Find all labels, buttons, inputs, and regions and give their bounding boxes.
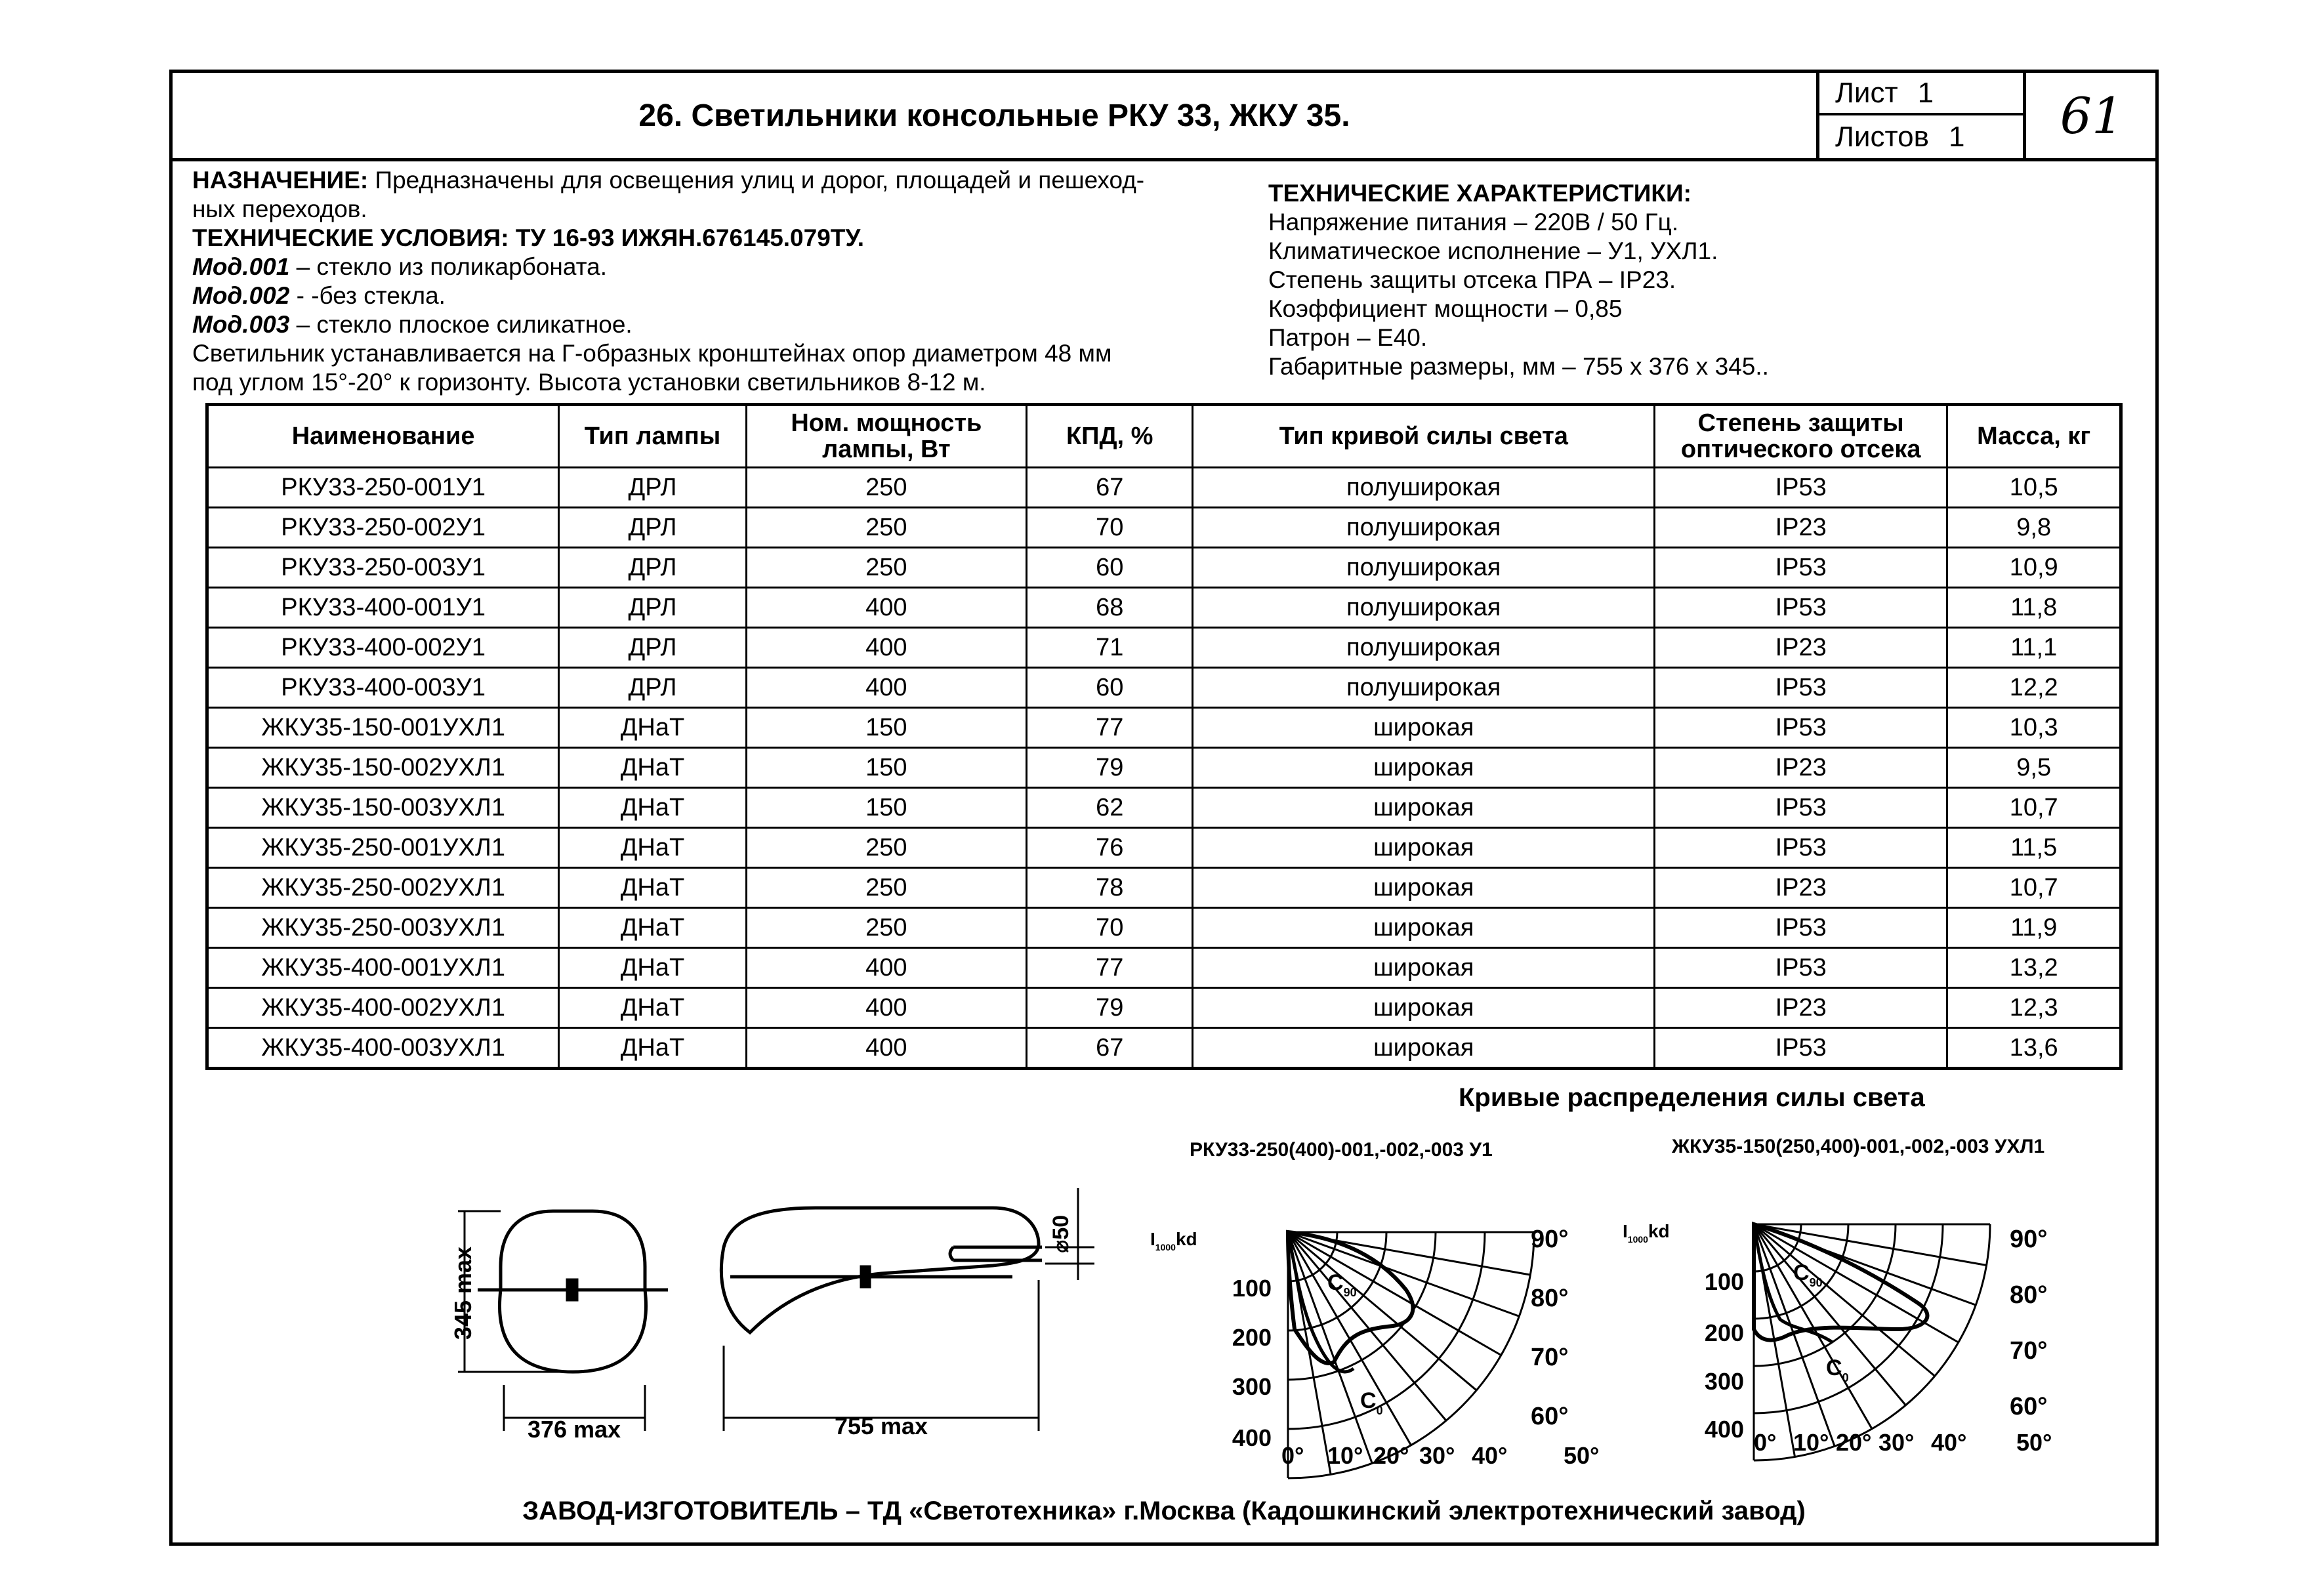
mod3-line [192,310,1406,339]
cell-power: 400 [746,668,1026,708]
table-header-row [207,405,2121,468]
table-row [207,948,2121,988]
cell-lamp: ДРЛ [559,588,747,628]
cell-efficiency: 79 [1026,748,1192,788]
cell-mass: 9,5 [1947,748,2121,788]
table-row [207,668,2121,708]
angle-label: 50° [1564,1442,1600,1469]
cell-curve: полуширокая [1193,548,1655,588]
radial-label: 100 [1704,1268,1744,1295]
col-header-curve: Тип кривой силы света [1193,405,1655,468]
cell-protection: IP53 [1655,588,1947,628]
cell-lamp: ДНаТ [559,708,747,748]
document-frame [169,70,2159,1546]
side-view-body [721,1208,1039,1333]
cell-power: 250 [746,828,1026,868]
cell-power: 400 [746,988,1026,1028]
tech-line: Патрон – Е40. [1268,324,1428,351]
tech-line: Габаритные размеры, мм – 755 х 376 х 345.. [1268,353,1769,380]
table-row [207,988,2121,1028]
cell-name: РКУ33-400-003У1 [207,668,559,708]
cell-name: ЖКУ35-150-003УХЛ1 [207,788,559,828]
tech-line: Напряжение питания – 220В / 50 Гц. [1268,209,1679,236]
cell-power: 150 [746,748,1026,788]
angle-label: 60° [2010,1393,2048,1420]
curve-right-title: ЖКУ35-150(250,400)-001,-002,-003 УХЛ1 [1672,1136,2045,1157]
sheets-row [1819,115,2023,158]
cell-efficiency: 68 [1026,588,1192,628]
mod3-label: Мод.003 [192,311,290,338]
col-header-lamp: Тип лампы [559,405,747,468]
tech-line: Климатическое исполнение – У1, УХЛ1. [1268,238,1718,264]
cell-lamp: ДНаТ [559,868,747,908]
cell-curve: широкая [1193,788,1655,828]
cell-curve: широкая [1193,868,1655,908]
cell-name: ЖКУ35-250-001УХЛ1 [207,828,559,868]
install-line-2: под углом 15°-20° к горизонту. Высота установки светильников 8-12 м. [192,369,986,396]
cell-protection: IP23 [1655,628,1947,668]
angle-label: 70° [2010,1337,2048,1365]
table-row [207,1028,2121,1069]
spec-table [205,403,2123,1070]
angle-label: 20° [1373,1442,1409,1469]
luminaire-drawing [304,1149,1209,1516]
cell-name: РКУ33-400-002У1 [207,628,559,668]
cell-lamp: ДНаТ [559,1028,747,1069]
angle-label: 50° [2016,1429,2052,1456]
radial-label: 100 [1232,1275,1272,1302]
cell-mass: 11,5 [1947,828,2121,868]
angle-label: 0° [1281,1442,1304,1469]
tu-line: ТЕХНИЧЕСКИЕ УСЛОВИЯ: ТУ 16-93 ИЖЯН.676145.079ТУ. [192,224,865,251]
cell-power: 400 [746,588,1026,628]
cell-curve: широкая [1193,828,1655,868]
radial-label: 400 [1232,1424,1272,1451]
table-row [207,628,2121,668]
cell-name: РКУ33-250-002У1 [207,508,559,548]
height-label: 345 max [449,1246,476,1340]
cell-name: ЖКУ35-400-003УХЛ1 [207,1028,559,1069]
cell-mass: 12,3 [1947,988,2121,1028]
cell-mass: 11,8 [1947,588,2121,628]
cell-protection: IP53 [1655,1028,1947,1069]
cell-power: 250 [746,908,1026,948]
table-row [207,468,2121,508]
cell-power: 250 [746,548,1026,588]
cell-name: ЖКУ35-150-002УХЛ1 [207,748,559,788]
table-row [207,868,2121,908]
radial-label: 300 [1704,1368,1744,1395]
cell-protection: IP23 [1655,988,1947,1028]
cell-curve: широкая [1193,948,1655,988]
cell-protection: IP23 [1655,748,1947,788]
table-row [207,788,2121,828]
cell-lamp: ДНаТ [559,988,747,1028]
col-header-efficiency: КПД, % [1026,405,1192,468]
cell-protection: IP53 [1655,788,1947,828]
cell-protection: IP53 [1655,668,1947,708]
diameter-label: ⌀50 [1048,1214,1073,1254]
angle-label: 10° [1793,1429,1829,1456]
cell-efficiency: 70 [1026,508,1192,548]
cell-lamp: ДНаТ [559,748,747,788]
cell-mass: 10,3 [1947,708,2121,748]
mod2-label: Мод.002 [192,282,290,309]
c90-label-left: $C_{90}$ [1327,1270,1357,1299]
cell-lamp: ДРЛ [559,628,747,668]
install-line-1: Светильник устанавливается на Г-образных кронштейнах опор диаметром 48 мм [192,340,1112,367]
radial-label: 400 [1704,1416,1744,1443]
cell-mass: 12,2 [1947,668,2121,708]
cell-efficiency: 77 [1026,948,1192,988]
cell-mass: 11,1 [1947,628,2121,668]
cell-curve: широкая [1193,708,1655,748]
cell-curve: полуширокая [1193,588,1655,628]
cell-lamp: ДРЛ [559,468,747,508]
radial-label: 200 [1232,1324,1272,1351]
cell-protection: IP53 [1655,948,1947,988]
cell-name: РКУ33-250-003У1 [207,548,559,588]
c0-label-left: $C_0$ [1360,1388,1383,1417]
table-body [207,468,2121,1069]
tech-block [1268,179,1990,381]
cell-mass: 9,8 [1947,508,2121,548]
sheet-label: Лист [1835,76,1898,109]
cell-lamp: ДРЛ [559,548,747,588]
length-label: 755 max [834,1413,928,1439]
cell-name: ЖКУ35-250-002УХЛ1 [207,868,559,908]
cell-efficiency: 79 [1026,988,1192,1028]
col-header-power: Ном. мощность лампы, Вт [746,405,1026,468]
purpose-text: Предназначены для освещения улиц и дорог, площадей и пешеход- [368,167,1145,194]
cell-efficiency: 70 [1026,908,1192,948]
page-number: 61 [2060,86,2124,145]
axis-unit-right: $I_{1000}kd$ [1623,1221,1670,1245]
cell-efficiency: 76 [1026,828,1192,868]
sheets-label: Листов [1835,120,1929,153]
radial-label: 200 [1704,1319,1744,1346]
mod2-line [192,281,1406,310]
cell-name: ЖКУ35-400-002УХЛ1 [207,988,559,1028]
sheet-value: 1 [1917,76,1934,109]
tech-title: ТЕХНИЧЕСКИЕ ХАРАКТЕРИСТИКИ: [1268,180,1691,207]
cell-curve: полуширокая [1193,468,1655,508]
curve-c90-right [1754,1224,1927,1340]
cell-mass: 13,6 [1947,1028,2121,1069]
cell-lamp: ДНаТ [559,828,747,868]
angle-label: 40° [1472,1442,1508,1469]
cell-lamp: ДРЛ [559,668,747,708]
angle-label: 90° [1531,1226,1569,1253]
radial-label: 300 [1232,1373,1272,1400]
curve-left-title: РКУ33-250(400)-001,-002,-003 У1 [1190,1139,1493,1161]
cell-efficiency: 67 [1026,468,1192,508]
cell-power: 150 [746,708,1026,748]
table-row [207,508,2121,548]
cell-power: 400 [746,1028,1026,1069]
cell-curve: широкая [1193,988,1655,1028]
front-view-top [501,1211,645,1290]
cell-lamp: ДНаТ [559,908,747,948]
angle-label: 70° [1531,1344,1569,1371]
mod3-text: – стекло плоское силикатное. [289,311,633,338]
cell-efficiency: 78 [1026,868,1192,908]
cell-name: ЖКУ35-150-001УХЛ1 [207,708,559,748]
cell-name: ЖКУ35-250-003УХЛ1 [207,908,559,948]
cell-curve: полуширокая [1193,668,1655,708]
cell-power: 150 [746,788,1026,828]
c90-label-right: $C_{90}$ [1793,1260,1823,1289]
table-row [207,908,2121,948]
cell-lamp: ДНаТ [559,948,747,988]
cell-efficiency: 67 [1026,1028,1192,1069]
header-divider [173,158,2155,161]
cell-curve: широкая [1193,1028,1655,1069]
cell-efficiency: 77 [1026,708,1192,748]
axis-unit-left: $I_{1000}kd$ [1150,1229,1197,1252]
table-row [207,708,2121,748]
table-row [207,748,2121,788]
cell-name: РКУ33-400-001У1 [207,588,559,628]
document-title: 26. Светильники консольные РКУ 33, ЖКУ 35. [173,73,1819,158]
c0-label-right: $C_0$ [1826,1355,1849,1384]
cell-mass: 10,9 [1947,548,2121,588]
tech-line: Степень защиты отсека ПРА – IP23. [1268,266,1676,293]
cell-protection: IP53 [1655,828,1947,868]
cell-efficiency: 62 [1026,788,1192,828]
cell-lamp: ДНаТ [559,788,747,828]
cell-protection: IP23 [1655,508,1947,548]
cell-power: 250 [746,468,1026,508]
cell-power: 400 [746,948,1026,988]
angle-label: 80° [1531,1285,1569,1312]
col-header-protection: Степень защиты оптического отсека [1655,405,1947,468]
mod1-line [192,253,1406,281]
purpose-line-1 [192,166,1406,195]
mod1-label: Мод.001 [192,253,290,280]
angle-label: 40° [1931,1429,1967,1456]
width-label: 376 max [527,1416,621,1443]
cell-power: 400 [746,628,1026,668]
sheet-row [1819,73,2023,115]
angle-label: 80° [2010,1281,2048,1309]
cell-mass: 10,5 [1947,468,2121,508]
purpose-block [192,166,1406,397]
purpose-label: НАЗНАЧЕНИЕ: [192,167,369,194]
cell-protection: IP53 [1655,548,1947,588]
cell-efficiency: 71 [1026,628,1192,668]
cell-name: РКУ33-250-001У1 [207,468,559,508]
cell-mass: 10,7 [1947,868,2121,908]
cell-power: 250 [746,868,1026,908]
angle-label: 0° [1754,1429,1777,1456]
cell-protection: IP23 [1655,868,1947,908]
col-header-mass: Масса, кг [1947,405,2121,468]
cell-protection: IP53 [1655,908,1947,948]
angle-label: 10° [1327,1442,1363,1469]
manufacturer-footer: ЗАВОД-ИЗГОТОВИТЕЛЬ – ТД «Светотехника» г.Москва (Кадошкинский электротехнический завод) [522,1497,1806,1525]
tech-line: Коэффициент мощности – 0,85 [1268,295,1623,322]
cell-efficiency: 60 [1026,668,1192,708]
angle-label: 20° [1836,1429,1872,1456]
cell-curve: полуширокая [1193,508,1655,548]
cell-curve: широкая [1193,908,1655,948]
cell-protection: IP53 [1655,708,1947,748]
angle-label: 30° [1419,1442,1455,1469]
cell-protection: IP53 [1655,468,1947,508]
cell-name: ЖКУ35-400-001УХЛ1 [207,948,559,988]
cell-mass: 11,9 [1947,908,2121,948]
front-view-bottom [499,1290,646,1372]
curves-title: Кривые распределения силы света [1459,1083,1925,1112]
angle-label: 60° [1531,1403,1569,1430]
sheets-value: 1 [1948,120,1965,153]
cell-power: 250 [746,508,1026,548]
cell-curve: широкая [1193,748,1655,788]
table-row [207,548,2121,588]
purpose-line-2: ных переходов. [192,196,367,222]
col-header-name: Наименование [207,405,559,468]
table-row [207,588,2121,628]
sheet-info [1819,73,2026,158]
cell-curve: полуширокая [1193,628,1655,668]
cell-mass: 10,7 [1947,788,2121,828]
cell-efficiency: 60 [1026,548,1192,588]
mod2-text: - -без стекла. [289,282,446,309]
angle-label: 30° [1878,1429,1915,1456]
mod1-text: – стекло из поликарбоната. [289,253,608,280]
cell-mass: 13,2 [1947,948,2121,988]
table-row [207,828,2121,868]
angle-label: 90° [2010,1226,2048,1253]
cell-lamp: ДРЛ [559,508,747,548]
